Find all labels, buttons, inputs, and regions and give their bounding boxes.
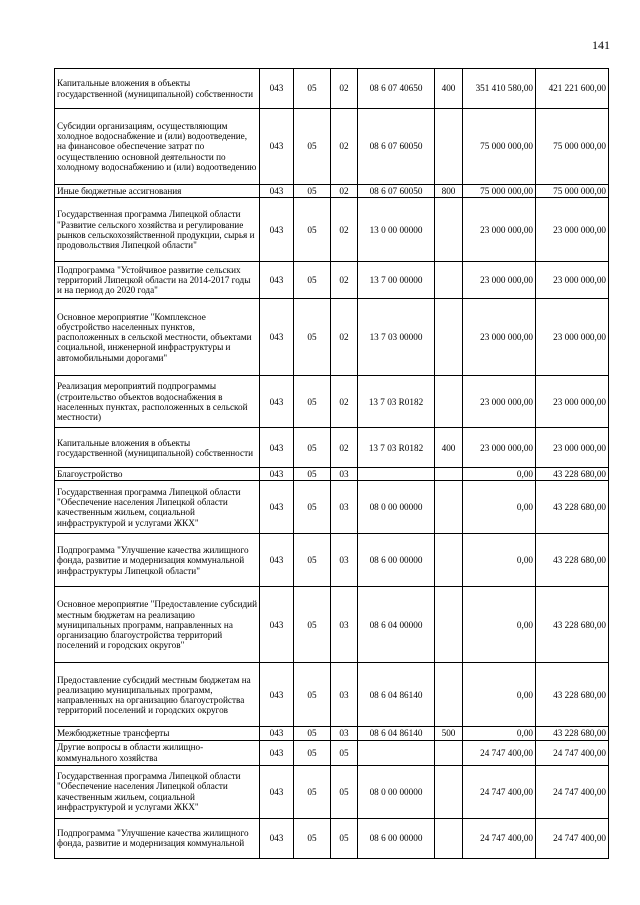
row-name-cell: Государственная программа Липецкой области "Развитие сельского хозяйства и регулирование рынков сельскохозяйственной продукции, сырья и продовольствия Липецкой области": [55, 198, 260, 262]
row-rz-cell: 05: [294, 727, 331, 740]
row-name-cell: Иные бюджетные ассигнования: [55, 185, 260, 198]
row-rz-cell: 05: [294, 818, 331, 858]
row-cs-cell: 08 6 07 60050: [358, 109, 435, 185]
row-cs-cell: 08 0 00 00000: [358, 765, 435, 818]
table-row: [55, 740, 609, 765]
row-pr-cell: 05: [331, 765, 358, 818]
row-cs-cell: 13 0 00 00000: [358, 198, 435, 262]
table-row: [55, 262, 609, 299]
row-rz-cell: 05: [294, 765, 331, 818]
row-rz-cell: 05: [294, 663, 331, 727]
row-sum-2019-cell: 0,00: [463, 481, 536, 534]
row-name-cell: Государственная программа Липецкой области "Обеспечение населения Липецкой области качественным жильем, социальной инфраструктурой и услугами ЖКХ": [55, 481, 260, 534]
row-sum-2020-cell: 23 000 000,00: [536, 376, 609, 428]
row-gr-cell: 043: [260, 299, 294, 376]
row-vr-cell: [435, 587, 463, 663]
row-pr-cell: 02: [331, 69, 358, 109]
table-body: [55, 69, 609, 859]
row-gr-cell: 043: [260, 534, 294, 587]
row-sum-2020-cell: 24 747 400,00: [536, 818, 609, 858]
row-sum-2019-cell: 75 000 000,00: [463, 109, 536, 185]
table-row: [55, 69, 609, 109]
row-rz-cell: 05: [294, 109, 331, 185]
row-name-cell: Основное мероприятие "Предоставление субсидий местным бюджетам на реализацию муниципальных программ, направленных на организацию благоустройства территорий поселений и городских округов": [55, 587, 260, 663]
row-sum-2020-cell: 23 000 000,00: [536, 428, 609, 468]
row-pr-cell: 02: [331, 185, 358, 198]
row-name-cell: Межбюджетные трансферты: [55, 727, 260, 740]
row-cs-cell: 08 6 07 40650: [358, 69, 435, 109]
row-sum-2020-cell: 43 228 680,00: [536, 468, 609, 481]
row-sum-2019-cell: 0,00: [463, 727, 536, 740]
row-cs-cell: 13 7 03 R0182: [358, 428, 435, 468]
row-pr-cell: 03: [331, 481, 358, 534]
row-cs-cell: 08 6 07 60050: [358, 185, 435, 198]
row-name-cell: Субсидии организациям, осуществляющим холодное водоснабжение и (или) водоотведение, на финансовое обеспечение затрат по осуществлению основной деятельности по холодному водоснабжению и (или) водоотведению: [55, 109, 260, 185]
row-pr-cell: 03: [331, 587, 358, 663]
row-sum-2020-cell: 24 747 400,00: [536, 765, 609, 818]
row-rz-cell: 05: [294, 468, 331, 481]
row-gr-cell: 043: [260, 109, 294, 185]
row-gr-cell: 043: [260, 262, 294, 299]
row-cs-cell: 13 7 00 00000: [358, 262, 435, 299]
row-gr-cell: 043: [260, 376, 294, 428]
table-row: [55, 481, 609, 534]
row-vr-cell: [435, 376, 463, 428]
row-gr-cell: 043: [260, 481, 294, 534]
row-pr-cell: 02: [331, 109, 358, 185]
row-cs-cell: [358, 468, 435, 481]
row-sum-2019-cell: 0,00: [463, 663, 536, 727]
row-gr-cell: 043: [260, 198, 294, 262]
row-pr-cell: 02: [331, 299, 358, 376]
row-name-cell: Основное мероприятие "Комплексное обустройство населенных пунктов, расположенных в сельской местности, объектами социальной, инженерной инфраструктуры и автомобильными дорогами": [55, 299, 260, 376]
row-pr-cell: 05: [331, 740, 358, 765]
row-vr-cell: [435, 663, 463, 727]
row-rz-cell: 05: [294, 740, 331, 765]
table-row: [55, 428, 609, 468]
row-sum-2020-cell: 24 747 400,00: [536, 740, 609, 765]
row-vr-cell: [435, 534, 463, 587]
row-sum-2019-cell: 0,00: [463, 534, 536, 587]
row-sum-2019-cell: 23 000 000,00: [463, 262, 536, 299]
row-cs-cell: 08 6 00 00000: [358, 818, 435, 858]
row-pr-cell: 02: [331, 262, 358, 299]
row-pr-cell: 02: [331, 428, 358, 468]
row-pr-cell: 03: [331, 663, 358, 727]
row-vr-cell: [435, 109, 463, 185]
table-row: [55, 727, 609, 740]
row-sum-2019-cell: 24 747 400,00: [463, 765, 536, 818]
row-name-cell: Другие вопросы в области жилищно-коммунального хозяйства: [55, 740, 260, 765]
page-number: 141: [592, 38, 610, 52]
row-sum-2020-cell: 23 000 000,00: [536, 262, 609, 299]
row-gr-cell: 043: [260, 468, 294, 481]
row-name-cell: Реализация мероприятий подпрограммы (строительство объектов водоснабжения в населенных пунктах, расположенных в сельской местности): [55, 376, 260, 428]
row-cs-cell: 13 7 03 R0182: [358, 376, 435, 428]
row-vr-cell: [435, 481, 463, 534]
row-vr-cell: [435, 468, 463, 481]
row-sum-2020-cell: 43 228 680,00: [536, 663, 609, 727]
row-vr-cell: 400: [435, 69, 463, 109]
row-cs-cell: [358, 740, 435, 765]
row-vr-cell: [435, 262, 463, 299]
row-pr-cell: 05: [331, 818, 358, 858]
row-cs-cell: 08 6 04 86140: [358, 727, 435, 740]
row-gr-cell: 043: [260, 740, 294, 765]
row-gr-cell: 043: [260, 818, 294, 858]
row-pr-cell: 02: [331, 376, 358, 428]
row-gr-cell: 043: [260, 727, 294, 740]
row-gr-cell: 043: [260, 185, 294, 198]
row-sum-2020-cell: 43 228 680,00: [536, 534, 609, 587]
table-row: [55, 587, 609, 663]
row-rz-cell: 05: [294, 376, 331, 428]
row-sum-2020-cell: 421 221 600,00: [536, 69, 609, 109]
row-sum-2020-cell: 75 000 000,00: [536, 185, 609, 198]
row-cs-cell: 08 6 04 00000: [358, 587, 435, 663]
table-row: [55, 376, 609, 428]
table-row: [55, 185, 609, 198]
row-name-cell: Капитальные вложения в объекты государственной (муниципальной) собственности: [55, 428, 260, 468]
row-sum-2020-cell: 43 228 680,00: [536, 727, 609, 740]
row-gr-cell: 043: [260, 428, 294, 468]
row-rz-cell: 05: [294, 299, 331, 376]
row-rz-cell: 05: [294, 587, 331, 663]
row-name-cell: Подпрограмма "Устойчивое развитие сельских территорий Липецкой области на 2014-2017 годы и на период до 2020 года": [55, 262, 260, 299]
row-name-cell: Государственная программа Липецкой области "Обеспечение населения Липецкой области качественным жильем, социальной инфраструктурой и услугами ЖКХ": [55, 765, 260, 818]
table-row: [55, 663, 609, 727]
row-sum-2019-cell: 24 747 400,00: [463, 818, 536, 858]
table-row: [55, 109, 609, 185]
row-gr-cell: 043: [260, 765, 294, 818]
row-pr-cell: 03: [331, 727, 358, 740]
row-sum-2019-cell: 75 000 000,00: [463, 185, 536, 198]
row-rz-cell: 05: [294, 428, 331, 468]
row-vr-cell: 800: [435, 185, 463, 198]
row-name-cell: Капитальные вложения в объекты государственной (муниципальной) собственности: [55, 69, 260, 109]
row-sum-2019-cell: 0,00: [463, 468, 536, 481]
row-rz-cell: 05: [294, 69, 331, 109]
table-row: [55, 765, 609, 818]
row-rz-cell: 05: [294, 481, 331, 534]
row-sum-2019-cell: 24 747 400,00: [463, 740, 536, 765]
row-pr-cell: 02: [331, 198, 358, 262]
row-cs-cell: 08 0 00 00000: [358, 481, 435, 534]
row-pr-cell: 03: [331, 534, 358, 587]
row-sum-2019-cell: 23 000 000,00: [463, 376, 536, 428]
row-rz-cell: 05: [294, 198, 331, 262]
row-sum-2020-cell: 75 000 000,00: [536, 109, 609, 185]
row-sum-2019-cell: 0,00: [463, 587, 536, 663]
budget-table: [54, 68, 609, 859]
row-vr-cell: [435, 818, 463, 858]
row-cs-cell: 08 6 04 86140: [358, 663, 435, 727]
table-row: [55, 818, 609, 858]
table-row: [55, 299, 609, 376]
row-gr-cell: 043: [260, 69, 294, 109]
row-sum-2019-cell: 23 000 000,00: [463, 198, 536, 262]
row-vr-cell: 500: [435, 727, 463, 740]
table-row: [55, 468, 609, 481]
row-cs-cell: 13 7 03 00000: [358, 299, 435, 376]
table-row: [55, 534, 609, 587]
row-rz-cell: 05: [294, 534, 331, 587]
row-vr-cell: [435, 299, 463, 376]
row-vr-cell: [435, 765, 463, 818]
row-name-cell: Предоставление субсидий местным бюджетам на реализацию муниципальных программ, направленных на организацию благоустройства территорий поселений и городских округов: [55, 663, 260, 727]
row-vr-cell: 400: [435, 428, 463, 468]
row-vr-cell: [435, 740, 463, 765]
row-rz-cell: 05: [294, 262, 331, 299]
row-sum-2020-cell: 23 000 000,00: [536, 198, 609, 262]
row-pr-cell: 03: [331, 468, 358, 481]
row-sum-2019-cell: 23 000 000,00: [463, 428, 536, 468]
table-row: [55, 198, 609, 262]
row-sum-2020-cell: 43 228 680,00: [536, 481, 609, 534]
row-rz-cell: 05: [294, 185, 331, 198]
row-sum-2020-cell: 23 000 000,00: [536, 299, 609, 376]
row-gr-cell: 043: [260, 587, 294, 663]
row-sum-2020-cell: 43 228 680,00: [536, 587, 609, 663]
row-vr-cell: [435, 198, 463, 262]
row-name-cell: Подпрограмма "Улучшение качества жилищного фонда, развитие и модернизация коммунальной: [55, 818, 260, 858]
row-sum-2019-cell: 23 000 000,00: [463, 299, 536, 376]
row-name-cell: Подпрограмма "Улучшение качества жилищного фонда, развитие и модернизация коммунальной инфраструктуры Липецкой области": [55, 534, 260, 587]
row-gr-cell: 043: [260, 663, 294, 727]
row-name-cell: Благоустройство: [55, 468, 260, 481]
row-sum-2019-cell: 351 410 580,00: [463, 69, 536, 109]
row-cs-cell: 08 6 00 00000: [358, 534, 435, 587]
